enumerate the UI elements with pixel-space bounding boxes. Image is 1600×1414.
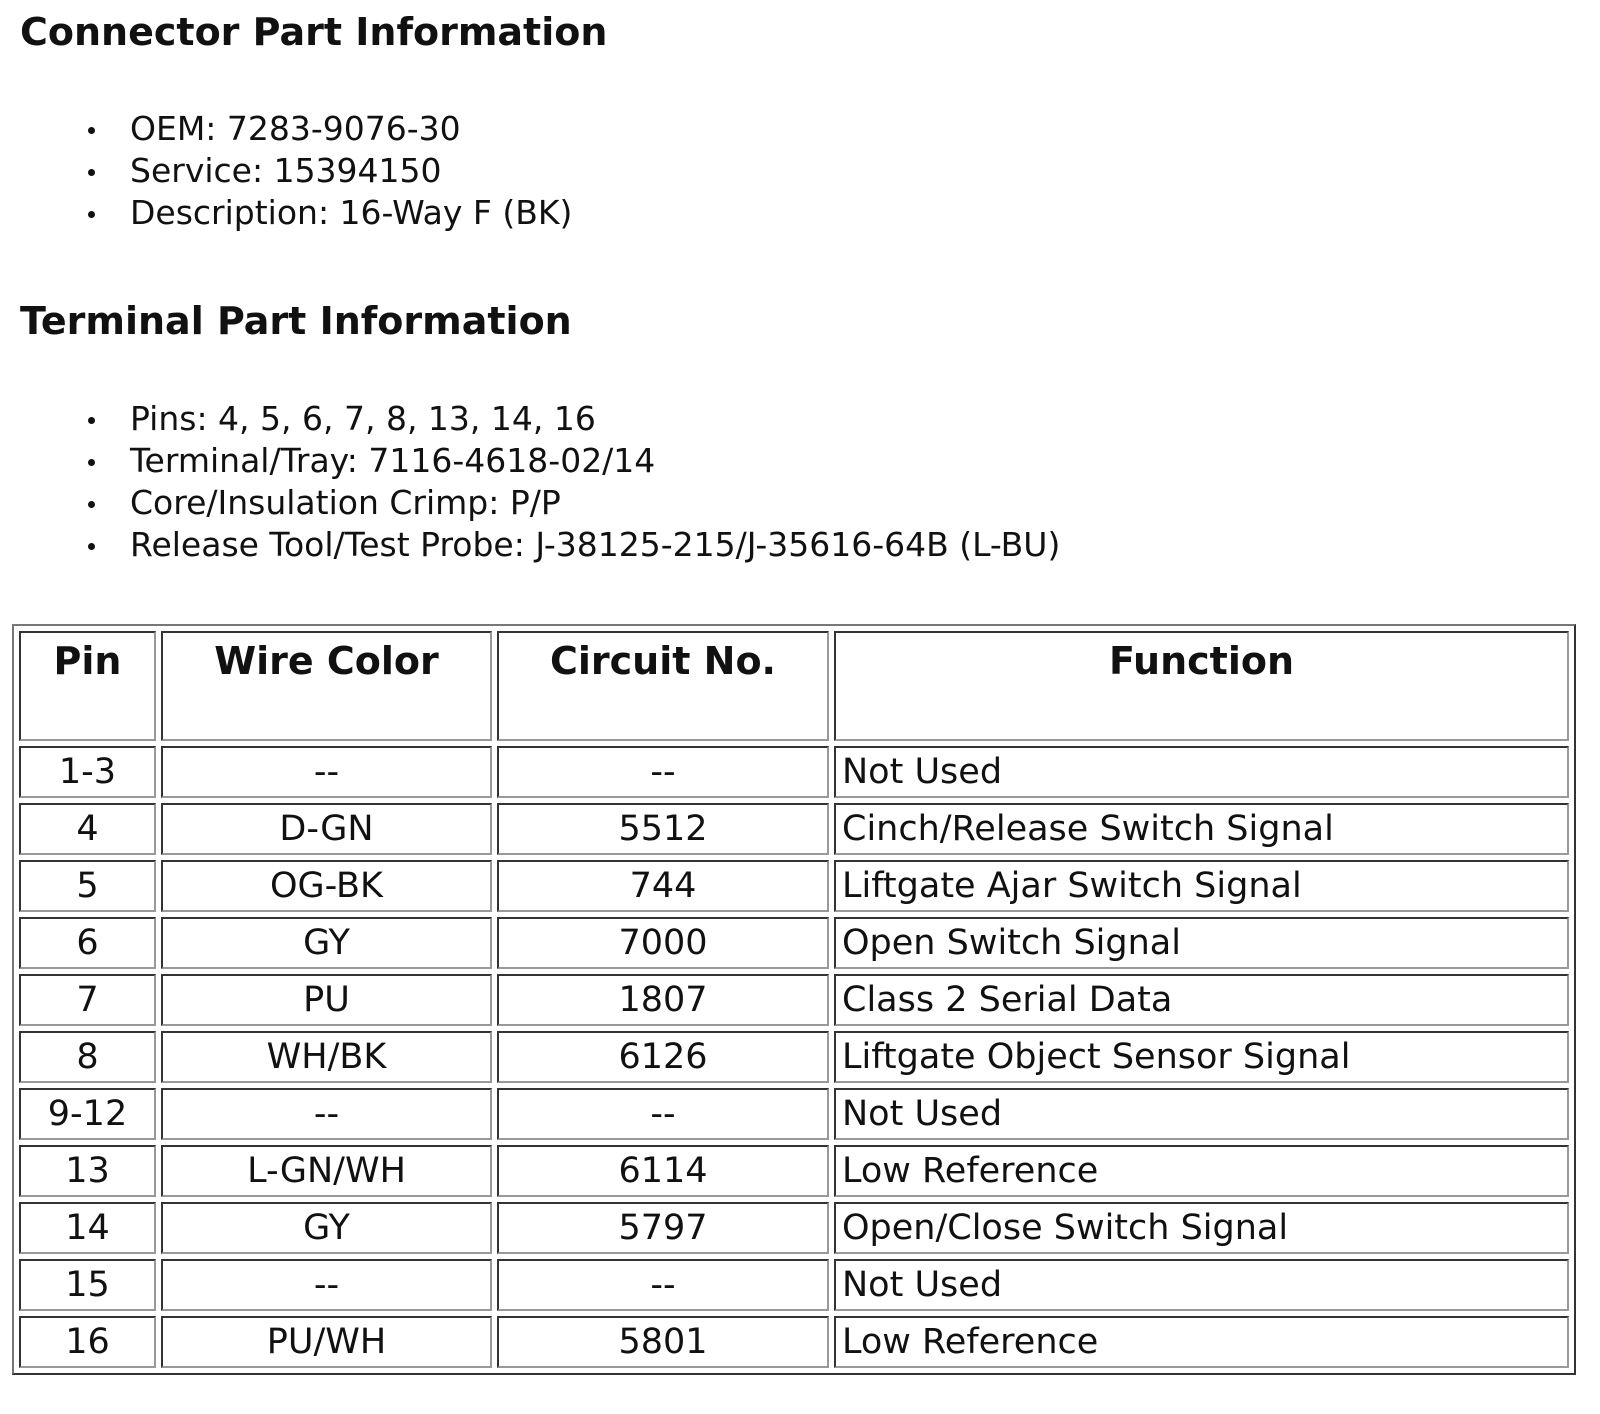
bullet-icon xyxy=(88,501,95,508)
cell-wire-color: D-GN xyxy=(161,803,492,855)
table-row xyxy=(19,860,1569,912)
cell-pin: 15 xyxy=(19,1259,156,1311)
list-item xyxy=(88,108,572,150)
oem-number: OEM: 7283-9076-30 xyxy=(130,109,461,148)
cell-wire-color: L-GN/WH xyxy=(161,1145,492,1197)
list-item xyxy=(88,150,572,192)
cell-pin: 5 xyxy=(19,860,156,912)
cell-function: Liftgate Object Sensor Signal xyxy=(834,1031,1569,1083)
cell-function: Open Switch Signal xyxy=(834,917,1569,969)
cell-function: Not Used xyxy=(834,1088,1569,1140)
table-row xyxy=(19,1259,1569,1311)
pins-info: Pins: 4, 5, 6, 7, 8, 13, 14, 16 xyxy=(130,399,596,438)
table-row xyxy=(19,917,1569,969)
cell-circuit-no: 1807 xyxy=(497,974,829,1026)
cell-function: Cinch/Release Switch Signal xyxy=(834,803,1569,855)
release-tool-info: Release Tool/Test Probe: J-38125-215/J-35616-64B (L-BU) xyxy=(130,525,1061,564)
terminal-tray-info: Terminal/Tray: 7116-4618-02/14 xyxy=(130,441,656,480)
terminal-info-list xyxy=(88,398,1060,566)
table-row xyxy=(19,803,1569,855)
table-row xyxy=(19,1145,1569,1197)
connector-info-list xyxy=(88,108,572,234)
crimp-info: Core/Insulation Crimp: P/P xyxy=(130,483,561,522)
cell-circuit-no: -- xyxy=(497,1088,829,1140)
cell-wire-color: GY xyxy=(161,1202,492,1254)
table-row xyxy=(19,1316,1569,1368)
header-pin: Pin xyxy=(19,631,156,741)
bullet-icon xyxy=(88,169,95,176)
table-row xyxy=(19,974,1569,1026)
cell-pin: 16 xyxy=(19,1316,156,1368)
cell-circuit-no: -- xyxy=(497,746,829,798)
bullet-icon xyxy=(88,211,95,218)
cell-pin: 4 xyxy=(19,803,156,855)
header-circuit-no: Circuit No. xyxy=(497,631,829,741)
cell-pin: 7 xyxy=(19,974,156,1026)
header-function: Function xyxy=(834,631,1569,741)
header-wire-color: Wire Color xyxy=(161,631,492,741)
cell-circuit-no: 5797 xyxy=(497,1202,829,1254)
cell-circuit-no: 7000 xyxy=(497,917,829,969)
list-item xyxy=(88,482,1060,524)
cell-wire-color: OG-BK xyxy=(161,860,492,912)
connector-part-info-heading: Connector Part Information xyxy=(20,10,608,54)
cell-pin: 14 xyxy=(19,1202,156,1254)
cell-circuit-no: -- xyxy=(497,1259,829,1311)
cell-pin: 13 xyxy=(19,1145,156,1197)
terminal-part-info-heading: Terminal Part Information xyxy=(20,299,572,343)
cell-circuit-no: 6114 xyxy=(497,1145,829,1197)
service-number: Service: 15394150 xyxy=(130,151,442,190)
table-row xyxy=(19,746,1569,798)
pin-table-container xyxy=(12,624,1576,1375)
cell-wire-color: WH/BK xyxy=(161,1031,492,1083)
list-item xyxy=(88,440,1060,482)
cell-function: Not Used xyxy=(834,1259,1569,1311)
pin-table xyxy=(14,626,1574,1373)
cell-circuit-no: 5801 xyxy=(497,1316,829,1368)
cell-function: Open/Close Switch Signal xyxy=(834,1202,1569,1254)
cell-circuit-no: 5512 xyxy=(497,803,829,855)
cell-circuit-no: 744 xyxy=(497,860,829,912)
cell-pin: 6 xyxy=(19,917,156,969)
table-row xyxy=(19,1202,1569,1254)
bullet-icon xyxy=(88,127,95,134)
cell-wire-color: PU/WH xyxy=(161,1316,492,1368)
cell-function: Liftgate Ajar Switch Signal xyxy=(834,860,1569,912)
table-header-row xyxy=(19,631,1569,741)
cell-wire-color: -- xyxy=(161,1259,492,1311)
bullet-icon xyxy=(88,459,95,466)
bullet-icon xyxy=(88,543,95,550)
list-item xyxy=(88,524,1060,566)
list-item xyxy=(88,398,1060,440)
cell-pin: 9-12 xyxy=(19,1088,156,1140)
cell-function: Low Reference xyxy=(834,1145,1569,1197)
cell-wire-color: PU xyxy=(161,974,492,1026)
cell-wire-color: GY xyxy=(161,917,492,969)
cell-function: Class 2 Serial Data xyxy=(834,974,1569,1026)
connector-description: Description: 16-Way F (BK) xyxy=(130,193,573,232)
cell-pin: 1-3 xyxy=(19,746,156,798)
cell-function: Not Used xyxy=(834,746,1569,798)
cell-pin: 8 xyxy=(19,1031,156,1083)
bullet-icon xyxy=(88,417,95,424)
cell-wire-color: -- xyxy=(161,746,492,798)
cell-function: Low Reference xyxy=(834,1316,1569,1368)
table-row xyxy=(19,1031,1569,1083)
cell-wire-color: -- xyxy=(161,1088,492,1140)
cell-circuit-no: 6126 xyxy=(497,1031,829,1083)
list-item xyxy=(88,192,572,234)
table-row xyxy=(19,1088,1569,1140)
